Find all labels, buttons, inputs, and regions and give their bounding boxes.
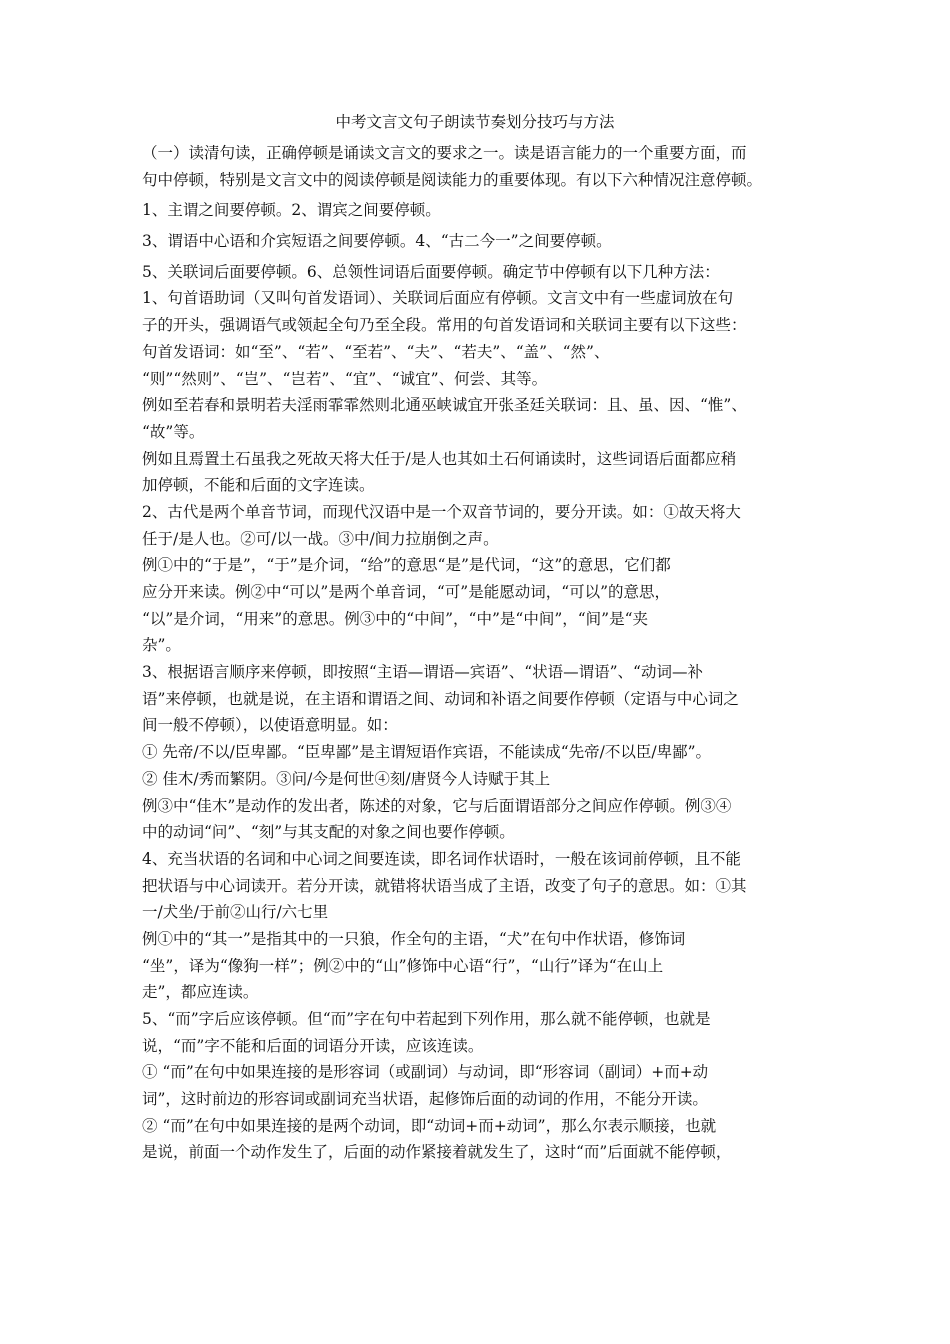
text-line: 词”，这时前边的形容词或副词充当状语，起修饰后面的动词的作用，不能分开读。 (142, 1090, 708, 1109)
text-line: 语”来停顿，也就是说，在主语和谓语之间、动词和补语之间要作停顿（定语与中心词之 (142, 689, 739, 708)
text-line: 应分开来读。例②中“可以”是两个单音词，“可”是能愿动词，“可以”的意思， (142, 583, 671, 601)
text-line: ② “而”在句中如果连接的是两个动词，即“动词+而+动词”，那么尔表示顺接，也就 (142, 1116, 717, 1135)
text-line: 2、古代是两个单音节词，而现代汉语中是一个双音节词的，要分开读。如：①故天将大 (142, 502, 741, 521)
text-line: 中的动词“问”、“刻”与其支配的对象之间也要作停顿。 (142, 823, 515, 842)
text-line: “故”等。 (142, 422, 205, 441)
document-body (142, 140, 832, 1166)
text-line: 5、“而”字后应该停顿。但“而”字在句中若起到下列作用，那么就不能停顿，也就是 (142, 1010, 711, 1028)
text-line: “则”“然则”、“岂”、“岂若”、“宜”、“诚宜”、何尝、其等。 (142, 369, 548, 388)
text-line: 例如至若春和景明若夫淫雨霏霏然则北通巫峡诚宜开张圣廷关联词：且、虽、因、“惟”、 (142, 396, 747, 415)
text-line: （一）读清句读，正确停顿是诵读文言文的要求之一。读是语言能力的一个重要方面，而 (142, 144, 747, 162)
text-line: 1、主谓之间要停顿。2、谓宾之间要停顿。 (142, 201, 441, 220)
text-line: 一/犬坐/于前②山行/六七里 (142, 903, 329, 922)
text-line: ① “而”在句中如果连接的是形容词（或副词）与动词，即“形容词（副词）+而+动 (142, 1063, 709, 1082)
text-line: 是说，前面一个动作发生了，后面的动作紧接着就发生了，这时“而”后面就不能停顿， (142, 1143, 732, 1162)
text-line: 5、关联词后面要停顿。6、总领性词语后面要停顿。确定节中停顿有以下几种方法： (142, 262, 720, 281)
text-line: 4、充当状语的名词和中心词之间要连读，即名词作状语时，一般在该词前停顿，且不能 (142, 849, 741, 868)
text-line: ① 先帝/不以/臣卑鄙。“臣卑鄙”是主谓短语作宾语，不能读成“先帝/不以臣/卑鄙”。 (142, 743, 712, 762)
document-title: 中考文言文句子朗读节奏划分技巧与方法 (335, 113, 615, 131)
text-line: 把状语与中心词读开。若分开读，就错将状语当成了主语，改变了句子的意思。如：①其 (142, 876, 747, 895)
text-line: 1、句首语助词（又叫句首发语词）、关联词后面应有停顿。文言文中有一些虚词放在句 (142, 289, 734, 308)
text-line: 子的开头，强调语气或领起全句乃至全段。常用的句首发语词和关联词主要有以下这些： (142, 316, 747, 335)
text-line: 3、谓语中心语和介宾短语之间要停顿。4、“古二今一”之间要停顿。 (142, 232, 612, 251)
text-line: 例①中的“于是”，“于”是介词，“给”的意思“是”是代词，“这”的意思，它们都 (142, 556, 671, 575)
text-line: 例①中的“其一”是指其中的一只狼，作全句的主语，“犬”在句中作状语，修饰词 (142, 929, 686, 948)
text-line: 间一般不停顿），以使语意明显。如： (142, 716, 398, 735)
text-line: 杂”。 (142, 636, 181, 655)
text-line: 句中停顿，特别是文言文中的阅读停顿是阅读能力的重要体现。有以下六种情况注意停顿。 (142, 170, 763, 189)
text-line: “坐”，译为“像狗一样”；例②中的“山”修饰中心语“行”，“山行”译为“在山上 (142, 956, 664, 975)
text-line: ② 佳木/秀而繁阴。③问/今是何世④刻/唐贤今人诗赋于其上 (142, 769, 551, 788)
text-line: 走”，都应连读。 (142, 983, 259, 1002)
text-line: 3、根据语言顺序来停顿，即按照“主语—谓语—宾语”、“状语—谓语”、“动词—补 (142, 663, 703, 682)
text-line: 加停顿，不能和后面的文字连读。 (142, 476, 375, 495)
text-line: 任于/是人也。②可/以一战。③中/间力拉崩倒之声。 (142, 529, 499, 548)
text-line: 句首发语词：如“至”、“若”、“至若”、“夫”、“若夫”、“盖”、“然”、 (142, 342, 610, 361)
text-line: 例如且焉置土石虽我之死故天将大任于/是人也其如土石何诵读时，这些词语后面都应稍 (142, 449, 737, 468)
text-line: 例③中“佳木”是动作的发出者，陈述的对象，它与后面谓语部分之间应作停顿。例③④ (142, 796, 732, 815)
text-line: “以”是介词，“用来”的意思。例③中的“中间”，“中”是“中间”，“间”是“夹 (142, 609, 649, 628)
text-line: 说，“而”字不能和后面的词语分开读，应该连读。 (142, 1036, 484, 1055)
